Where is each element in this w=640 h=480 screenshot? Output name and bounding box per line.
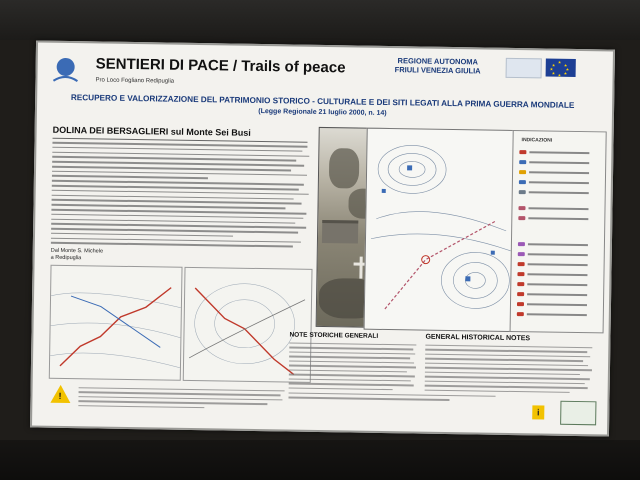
information-sign <box>30 40 615 436</box>
notes-italian-text <box>289 342 420 393</box>
legend-row <box>518 215 598 222</box>
legend-title: INDICAZIONI <box>521 137 553 144</box>
legend-row <box>519 179 599 186</box>
legend-row <box>517 291 597 298</box>
route-map-label: Dal Monte S. Michele a Redipuglia <box>50 247 104 262</box>
site-map <box>364 128 519 332</box>
legend-row <box>519 169 599 176</box>
shelter-hut <box>322 220 358 244</box>
region-logo <box>506 58 542 79</box>
region-name <box>378 56 498 76</box>
legend-row <box>518 261 598 268</box>
background-ground <box>0 440 640 480</box>
legend-row <box>517 301 597 308</box>
notes-english-text <box>425 345 596 397</box>
sign-subtitle: Pro Loco Fogliano Redipuglia <box>95 77 175 85</box>
body-text-block <box>51 142 313 251</box>
sign-title: SENTIERI DI PACE / Trails of peace <box>95 55 346 77</box>
notes-english-title: GENERAL HISTORICAL NOTES <box>425 333 531 343</box>
section-title: DOLINA DEI BERSAGLIERI sul Monte Sei Busi <box>52 124 251 138</box>
legend-row <box>517 281 597 288</box>
warning-text <box>78 387 288 413</box>
legend-row <box>518 205 598 212</box>
band-subtitle: (Legge Regionale 21 luglio 2000, n. 14) <box>258 107 387 117</box>
memorial-cross <box>359 257 362 279</box>
band-title: RECUPERO E VALORIZZAZIONE DEL PATRIMONIO STORICO - CULTURALE E DEI SITI LEGATI ALLA PRIMA GUERRA MONDIALE <box>70 93 575 110</box>
legend-row <box>517 271 597 278</box>
map-legend <box>510 130 607 333</box>
legend-row <box>518 251 598 258</box>
region-line-2: FRIULI VENEZIA GIULIA <box>394 65 481 76</box>
warning-mark: ! <box>58 390 62 401</box>
pro-loco-logo <box>45 51 86 88</box>
legend-row <box>519 159 599 166</box>
legend-row <box>517 311 597 318</box>
info-icon: i <box>532 405 544 419</box>
notes-italian-title: NOTE STORICHE GENERALI <box>289 331 379 340</box>
route-map <box>49 265 183 381</box>
legend-row <box>519 149 599 156</box>
background-wall <box>0 0 640 40</box>
legend-row <box>519 189 599 196</box>
legend-row <box>518 241 598 248</box>
eu-flag-icon: ★ ★ ★ ★ ★ ★ ★ ★ <box>546 58 576 76</box>
footer-logo <box>560 401 596 426</box>
region-line-1: REGIONE AUTONOMA <box>397 56 479 67</box>
